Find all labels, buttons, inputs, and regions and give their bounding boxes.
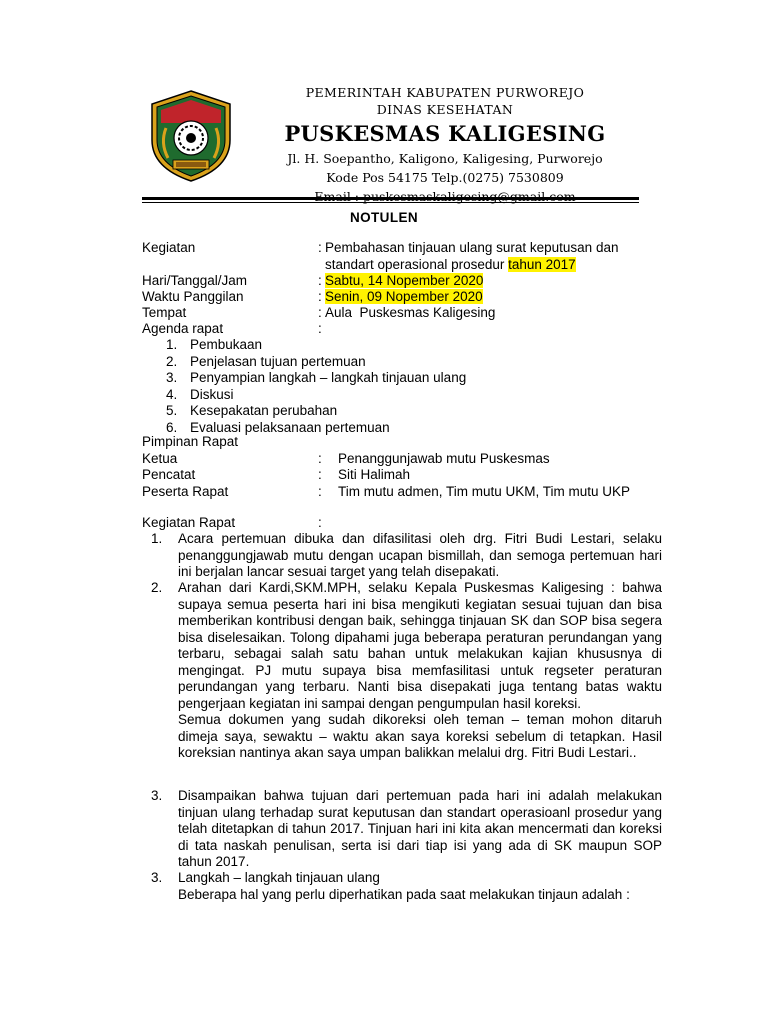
field-value (325, 240, 645, 273)
meeting-note (142, 788, 662, 871)
note-paragraph: Semua dokumen yang sudah dikoreksi oleh teman – teman mohon ditaruh dimeja saya, sewaktu – waktu akan saya koreksi sebelum di tetapkan. Hasil koreksian nantinya akan saya umpan balikkan melalui drg. Fitri Budi Lestari.. (178, 712, 662, 760)
note-paragraph: Disampaikan bahwa tujuan dari pertemuan pada hari ini adalah melakukan tinjuan ulang terhadap surat keputusan dan standart operasioanl prosedur yang telah ditetapkan di tahun 2017. Tinjuan hari ini kita akan mencermati dan koreksi di tata naskah penulisan, serta isi dari tiap isi yang ada di SK maupun SOP tahun 2017. (178, 788, 662, 869)
document-title: NOTULEN (349, 210, 419, 225)
field-label: Hari/Tanggal/Jam (142, 273, 248, 288)
field-label: Peserta Rapat (142, 484, 229, 499)
field-label: Tempat (142, 305, 187, 320)
agenda-text: Penyampian langkah – langkah tinjauan ulang (190, 370, 467, 385)
note-paragraph: Langkah – langkah tinjauan ulang (178, 870, 380, 885)
highlighted-date: Senin, 09 Nopember 2020 (325, 289, 483, 304)
field-label: Kegiatan (142, 240, 196, 255)
field-value (325, 289, 645, 306)
pimpinan-rapat-label: Pimpinan Rapat (142, 434, 239, 449)
field-label: Agenda rapat (142, 321, 224, 336)
field-colon: : (318, 484, 322, 499)
field-value: Tim mutu admen, Tim mutu UKM, Tim mutu UKP (338, 484, 631, 499)
agenda-number: 3. (166, 370, 178, 385)
organization-name: PUSKESMAS KALIGESING (284, 121, 606, 146)
field-colon: : (318, 515, 322, 530)
field-value: Aula Puskesmas Kaligesing (325, 305, 496, 320)
letterhead-rule-thick (142, 197, 639, 200)
regency-emblem-logo (146, 88, 236, 184)
field-colon: : (318, 240, 322, 255)
note-number: 3. (151, 870, 163, 885)
field-label: Kegiatan Rapat (142, 515, 236, 530)
field-colon: : (318, 467, 322, 482)
note-paragraph: Beberapa hal yang perlu diperhatikan pada saat melakukan tinjaun adalah : (178, 886, 630, 902)
address-line: Jl. H. Soepantho, Kaligono, Kaligesing, Purworejo (287, 151, 603, 166)
agenda-number: 4. (166, 386, 178, 402)
postal-phone-line: Kode Pos 54175 Telp.(0275) 7530809 (326, 170, 564, 185)
kegiatan-value-text: Pembahasan tinjauan ulang surat keputusan dan standart operasional prosedur (325, 240, 619, 272)
agenda-number: 2. (166, 353, 178, 369)
note-paragraph: Acara pertemuan dibuka dan difasilitasi oleh drg. Fitri Budi Lestari, selaku penanggungjawab mutu dengan ucapan bismillah, dan semoga pertemuan hari ini berjalan lancar sesuai target yang telah disepakati. (178, 531, 662, 579)
agenda-text: Pembukaan (190, 337, 263, 352)
agenda-number: 5. (166, 403, 178, 418)
field-colon: : (318, 321, 322, 336)
highlighted-year: tahun 2017 (508, 256, 576, 272)
field-colon: : (318, 273, 322, 288)
agenda-number: 1. (166, 337, 178, 352)
note-number: 1. (151, 531, 163, 546)
agenda-number: 6. (166, 419, 178, 435)
letterhead-rule-thin (142, 202, 639, 203)
note-number: 3. (151, 788, 163, 803)
field-value: Penanggunjawab mutu Puskesmas (338, 451, 550, 466)
meeting-note (142, 531, 662, 581)
agenda-text: Evaluasi pelaksanaan pertemuan (190, 419, 390, 435)
meeting-note (142, 870, 662, 903)
field-colon: : (318, 289, 322, 304)
note-number: 2. (151, 580, 163, 595)
field-value: Siti Halimah (338, 467, 411, 482)
note-paragraph: Arahan dari Kardi,SKM.MPH, selaku Kepala Puskesmas Kaligesing : bahwa supaya semua peserta hari ini bisa mengikuti kegiatan sesuai tujuan dan bisa memberikan kontribusi dengan baik, sehingga tinjauan SK dan SOP bisa segera bisa diselesaikan. Tolong dipahami juga beberapa peraturan perundangan yang terbaru, sebagai salah satu bahan untuk melakukan kajian khususnya di mengingat. PJ mutu supaya bisa memfasilitasi untuk regseter peraturan perundangan yang terbaru. Nanti bisa disepakati juga tentang batas waktu pengerjaan kegiatan ini sampai dengan pengumpulan hasil koreksi. (178, 580, 662, 711)
agenda-text: Kesepakatan perubahan (190, 403, 338, 418)
field-label: Ketua (142, 451, 178, 466)
field-colon: : (318, 305, 322, 320)
meeting-note (142, 580, 662, 762)
agenda-text: Diskusi (190, 386, 234, 402)
letterhead (250, 84, 640, 206)
field-label: Pencatat (142, 467, 196, 482)
field-label: Waktu Panggilan (142, 289, 244, 304)
field-colon: : (318, 451, 322, 466)
field-value (325, 273, 645, 290)
highlighted-date: Sabtu, 14 Nopember 2020 (325, 273, 484, 288)
department-line: DINAS KESEHATAN (376, 102, 514, 117)
agenda-text: Penjelasan tujuan pertemuan (190, 353, 366, 369)
government-line: PEMERINTAH KABUPATEN PURWOREJO (305, 85, 585, 100)
